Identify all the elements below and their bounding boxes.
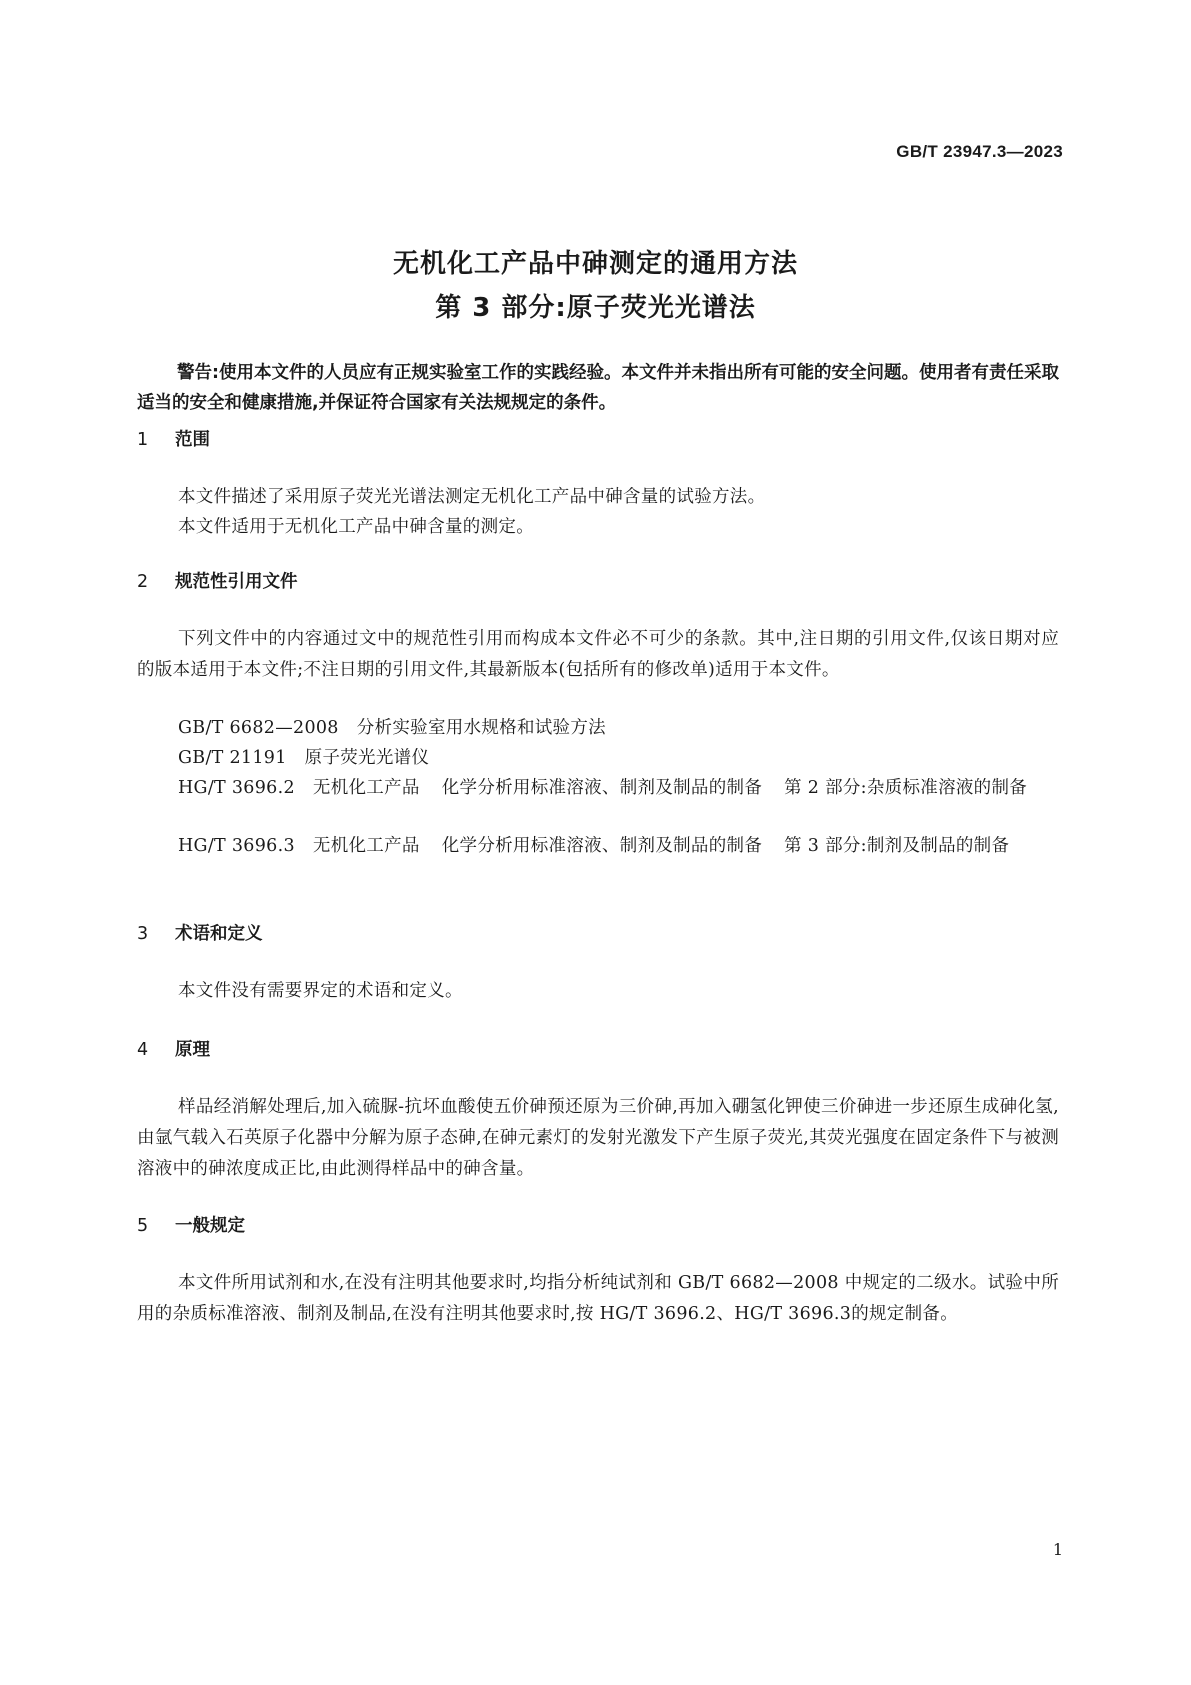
- section-title: 原理: [175, 1040, 210, 1060]
- section-heading-terms: [137, 920, 263, 945]
- safety-warning: 警告:使用本文件的人员应有正规实验室工作的实践经验。本文件并未指出所有可能的安全问题。使用者有责任采取适当的安全和健康措施,并保证符合国家有关法规规定的条件。: [137, 363, 1059, 413]
- document-title-line2: 第 3 部分:原子荧光光谱法: [435, 293, 756, 323]
- terms-paragraph: 本文件没有需要界定的术语和定义。: [178, 981, 463, 1001]
- page-number: 1: [1052, 1540, 1063, 1559]
- section-heading-normative-refs: [137, 568, 298, 593]
- section-number: 5: [137, 1216, 149, 1236]
- reference-item: [137, 773, 1059, 804]
- reference-title: 分析实验室用水规格和试验方法: [356, 718, 606, 738]
- section-number: 3: [137, 924, 149, 944]
- section-title: 术语和定义: [175, 924, 263, 944]
- scope-paragraph-2: 本文件适用于无机化工产品中砷含量的测定。: [178, 517, 534, 537]
- reference-title-part-c: 第 3 部分:制剂及制品的制备: [784, 836, 1010, 856]
- section-title: 规范性引用文件: [175, 572, 298, 592]
- general-paragraph: 本文件所用试剂和水,在没有注明其他要求时,均指分析纯试剂和 GB/T 6682—2008 中规定的二级水。试验中所用的杂质标准溶液、制剂及制品,在没有注明其他要求时,按 HG/T 3696.2、HG/T 3696.3的规定制备。: [137, 1273, 1059, 1324]
- scope-paragraph-1: 本文件描述了采用原子荧光光谱法测定无机化工产品中砷含量的试验方法。: [178, 487, 766, 507]
- reference-title-part-b: 化学分析用标准溶液、制剂及制品的制备: [441, 836, 763, 856]
- reference-item: [137, 713, 1059, 744]
- reference-title-part-a: 无机化工产品: [312, 836, 420, 856]
- normative-refs-intro: 下列文件中的内容通过文中的规范性引用而构成本文件必不可少的条款。其中,注日期的引用文件,仅该日期对应的版本适用于本文件;不注日期的引用文件,其最新版本(包括所有的修改单)适用于本文件。: [137, 629, 1059, 680]
- reference-title-part-b: 化学分析用标准溶液、制剂及制品的制备: [441, 778, 763, 798]
- reference-code: HG/T 3696.3: [178, 836, 295, 856]
- section-number: 1: [137, 430, 149, 450]
- reference-title-part-a: 无机化工产品: [312, 778, 420, 798]
- reference-item: [137, 743, 1059, 774]
- section-number: 4: [137, 1040, 149, 1060]
- document-title-line1: 无机化工产品中砷测定的通用方法: [392, 249, 798, 279]
- section-title: 一般规定: [175, 1216, 245, 1236]
- reference-code: GB/T 6682—2008: [178, 718, 339, 738]
- reference-title: 原子荧光光谱仪: [304, 748, 430, 768]
- reference-code: HG/T 3696.2: [178, 778, 295, 798]
- section-number: 2: [137, 572, 149, 592]
- principle-paragraph: 样品经消解处理后,加入硫脲-抗坏血酸使五价砷预还原为三价砷,再加入硼氢化钾使三价砷进一步还原生成砷化氢,由氩气载入石英原子化器中分解为原子态砷,在砷元素灯的发射光激发下产生原子荧光,其荧光强度在固定条件下与被测溶液中的砷浓度成正比,由此测得样品中的砷含量。: [137, 1097, 1059, 1179]
- section-heading-scope: [137, 426, 210, 451]
- section-title: 范围: [175, 430, 210, 450]
- standard-code: GB/T 23947.3—2023: [896, 142, 1063, 161]
- section-heading-principle: [137, 1036, 210, 1061]
- reference-title-part-c: 第 2 部分:杂质标准溶液的制备: [784, 778, 1028, 798]
- reference-item: [137, 831, 1059, 862]
- reference-code: GB/T 21191: [178, 748, 287, 768]
- section-heading-general: [137, 1212, 245, 1237]
